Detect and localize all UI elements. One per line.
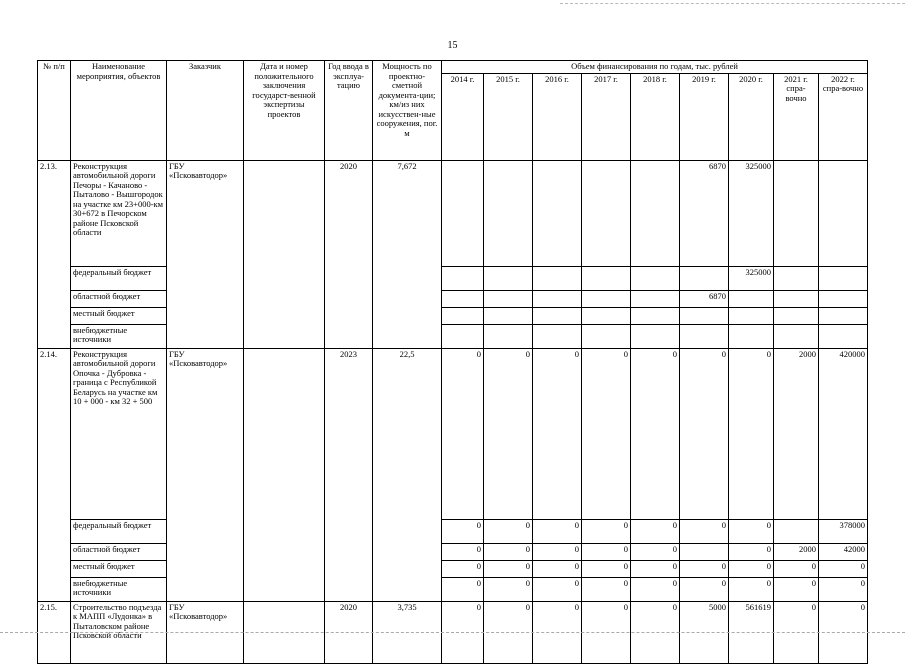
subrow-label: областной бюджет bbox=[71, 543, 167, 560]
value-cell bbox=[631, 266, 680, 290]
table-subrow bbox=[38, 543, 868, 560]
row-customer: ГБУ «Псковавтодор» bbox=[167, 601, 244, 663]
value-cell bbox=[582, 290, 631, 307]
value-cell bbox=[680, 266, 729, 290]
table-subrow bbox=[38, 519, 868, 543]
value-cell bbox=[819, 324, 868, 348]
value-cell: 561619 bbox=[729, 601, 774, 663]
value-cell: 2000 bbox=[774, 348, 819, 519]
value-cell bbox=[680, 307, 729, 324]
scan-edge-top bbox=[560, 3, 905, 4]
value-cell bbox=[729, 290, 774, 307]
value-cell: 0 bbox=[680, 519, 729, 543]
value-cell bbox=[533, 266, 582, 290]
value-cell: 0 bbox=[484, 519, 533, 543]
value-cell: 0 bbox=[729, 577, 774, 601]
header-year-2016: 2016 г. bbox=[533, 73, 582, 160]
table-subrow bbox=[38, 577, 868, 601]
value-cell: 0 bbox=[442, 577, 484, 601]
row-capacity: 3,735 bbox=[373, 601, 442, 663]
value-cell bbox=[819, 307, 868, 324]
value-cell: 0 bbox=[533, 543, 582, 560]
value-cell: 0 bbox=[819, 601, 868, 663]
header-row-1 bbox=[38, 61, 868, 74]
value-cell bbox=[680, 324, 729, 348]
value-cell: 0 bbox=[819, 560, 868, 577]
subrow-label: федеральный бюджет bbox=[71, 266, 167, 290]
value-cell: 0 bbox=[533, 560, 582, 577]
value-cell bbox=[484, 160, 533, 266]
value-cell bbox=[533, 160, 582, 266]
header-year: Год ввода в эксплуа-тацию bbox=[325, 61, 373, 161]
value-cell: 0 bbox=[774, 601, 819, 663]
value-cell bbox=[582, 266, 631, 290]
row-year: 2023 bbox=[325, 348, 373, 601]
value-cell: 0 bbox=[484, 560, 533, 577]
header-customer: Заказчик bbox=[167, 61, 244, 161]
scan-edge-bottom bbox=[0, 632, 905, 633]
value-cell bbox=[774, 307, 819, 324]
value-cell: 2000 bbox=[774, 543, 819, 560]
header-funding: Объем финансирования по годам, тыс. рублей bbox=[442, 61, 868, 74]
header-year-2020: 2020 г. bbox=[729, 73, 774, 160]
value-cell bbox=[484, 266, 533, 290]
row-number: 2.15. bbox=[38, 601, 71, 663]
value-cell: 0 bbox=[484, 601, 533, 663]
table-subrow bbox=[38, 290, 868, 307]
value-cell bbox=[533, 307, 582, 324]
subrow-label: областной бюджет bbox=[71, 290, 167, 307]
value-cell bbox=[533, 290, 582, 307]
value-cell bbox=[680, 543, 729, 560]
financing-table bbox=[37, 60, 868, 664]
value-cell bbox=[774, 266, 819, 290]
value-cell bbox=[631, 324, 680, 348]
value-cell: 325000 bbox=[729, 160, 774, 266]
table-subrow bbox=[38, 266, 868, 290]
table-subrow bbox=[38, 560, 868, 577]
value-cell: 0 bbox=[631, 543, 680, 560]
value-cell bbox=[774, 519, 819, 543]
table-subrow bbox=[38, 324, 868, 348]
row-number: 2.13. bbox=[38, 160, 71, 348]
value-cell: 0 bbox=[442, 560, 484, 577]
value-cell bbox=[442, 290, 484, 307]
row-capacity: 22,5 bbox=[373, 348, 442, 601]
header-year-2019: 2019 г. bbox=[680, 73, 729, 160]
table-row bbox=[38, 348, 868, 519]
value-cell bbox=[442, 324, 484, 348]
value-cell: 0 bbox=[582, 519, 631, 543]
row-expertise bbox=[244, 348, 325, 601]
value-cell bbox=[729, 324, 774, 348]
value-cell: 42000 bbox=[819, 543, 868, 560]
header-num: № п/п bbox=[38, 61, 71, 161]
value-cell bbox=[819, 266, 868, 290]
value-cell: 0 bbox=[631, 601, 680, 663]
value-cell bbox=[442, 307, 484, 324]
value-cell: 0 bbox=[442, 348, 484, 519]
value-cell: 0 bbox=[819, 577, 868, 601]
value-cell: 0 bbox=[442, 543, 484, 560]
row-expertise bbox=[244, 160, 325, 348]
value-cell bbox=[533, 324, 582, 348]
subrow-label: местный бюджет bbox=[71, 560, 167, 577]
subrow-label: внебюджетные источники bbox=[71, 577, 167, 601]
row-capacity: 7,672 bbox=[373, 160, 442, 348]
subrow-label: местный бюджет bbox=[71, 307, 167, 324]
header-capacity: Мощность по проектно-сметной документа-ции; км/из них искусствен-ные сооружения, пог. м bbox=[373, 61, 442, 161]
row-number: 2.14. bbox=[38, 348, 71, 601]
table-subrow bbox=[38, 307, 868, 324]
value-cell bbox=[774, 160, 819, 266]
value-cell bbox=[774, 324, 819, 348]
value-cell bbox=[631, 160, 680, 266]
value-cell: 0 bbox=[533, 601, 582, 663]
value-cell: 378000 bbox=[819, 519, 868, 543]
value-cell: 6870 bbox=[680, 160, 729, 266]
subrow-label: федеральный бюджет bbox=[71, 519, 167, 543]
row-name: Реконструкция автомобильной дороги Опочка - Дубровка - граница с Республикой Беларусь на участке км 10 + 000 - км 32 + 500 bbox=[71, 348, 167, 519]
value-cell: 0 bbox=[442, 519, 484, 543]
value-cell: 6870 bbox=[680, 290, 729, 307]
header-expertise: Дата и номер положительного заключения государст-венной экспертизы проектов bbox=[244, 61, 325, 161]
value-cell: 325000 bbox=[729, 266, 774, 290]
value-cell: 0 bbox=[533, 519, 582, 543]
value-cell: 0 bbox=[729, 519, 774, 543]
value-cell: 420000 bbox=[819, 348, 868, 519]
row-name: Реконструкция автомобильной дороги Печоры - Качаново - Пыталово - Вышгородок на участке км 23+000-км 30+672 в Печорском районе Псковской области bbox=[71, 160, 167, 266]
value-cell: 0 bbox=[680, 348, 729, 519]
value-cell: 0 bbox=[582, 601, 631, 663]
header-year-2017: 2017 г. bbox=[582, 73, 631, 160]
value-cell bbox=[582, 307, 631, 324]
value-cell: 0 bbox=[582, 577, 631, 601]
header-year-2015: 2015 г. bbox=[484, 73, 533, 160]
row-name: Строительство подъезда к МАПП «Лудонка» в Пыталовском районе Псковской области bbox=[71, 601, 167, 663]
value-cell bbox=[484, 290, 533, 307]
value-cell bbox=[442, 266, 484, 290]
value-cell bbox=[819, 290, 868, 307]
header-year-2014: 2014 г. bbox=[442, 73, 484, 160]
value-cell: 0 bbox=[533, 348, 582, 519]
value-cell bbox=[819, 160, 868, 266]
table-row bbox=[38, 160, 868, 266]
header-year-2018: 2018 г. bbox=[631, 73, 680, 160]
value-cell: 0 bbox=[729, 348, 774, 519]
value-cell: 0 bbox=[631, 519, 680, 543]
value-cell: 0 bbox=[631, 577, 680, 601]
value-cell: 0 bbox=[680, 560, 729, 577]
row-year: 2020 bbox=[325, 160, 373, 348]
subrow-label: внебюджетные источники bbox=[71, 324, 167, 348]
table-body bbox=[38, 160, 868, 663]
value-cell bbox=[582, 160, 631, 266]
value-cell bbox=[484, 307, 533, 324]
value-cell bbox=[484, 324, 533, 348]
row-year: 2020 bbox=[325, 601, 373, 663]
value-cell: 5000 bbox=[680, 601, 729, 663]
value-cell: 0 bbox=[582, 560, 631, 577]
value-cell bbox=[631, 307, 680, 324]
value-cell: 0 bbox=[774, 560, 819, 577]
value-cell: 0 bbox=[442, 601, 484, 663]
value-cell: 0 bbox=[484, 543, 533, 560]
value-cell: 0 bbox=[533, 577, 582, 601]
value-cell: 0 bbox=[729, 560, 774, 577]
header-name: Наименование мероприятия, объектов bbox=[71, 61, 167, 161]
value-cell: 0 bbox=[484, 577, 533, 601]
header-year-2022: 2022 г. спра-вочно bbox=[819, 73, 868, 160]
row-customer: ГБУ «Псковавтодор» bbox=[167, 348, 244, 601]
value-cell bbox=[442, 160, 484, 266]
value-cell bbox=[631, 290, 680, 307]
row-customer: ГБУ «Псковавтодор» bbox=[167, 160, 244, 348]
value-cell bbox=[582, 324, 631, 348]
value-cell: 0 bbox=[582, 543, 631, 560]
value-cell: 0 bbox=[631, 348, 680, 519]
header-year-2021: 2021 г. спра-вочно bbox=[774, 73, 819, 160]
value-cell: 0 bbox=[729, 543, 774, 560]
value-cell: 0 bbox=[680, 577, 729, 601]
value-cell: 0 bbox=[631, 560, 680, 577]
value-cell: 0 bbox=[582, 348, 631, 519]
value-cell: 0 bbox=[774, 577, 819, 601]
value-cell bbox=[729, 307, 774, 324]
value-cell: 0 bbox=[484, 348, 533, 519]
page-number: 15 bbox=[447, 40, 458, 51]
value-cell bbox=[774, 290, 819, 307]
